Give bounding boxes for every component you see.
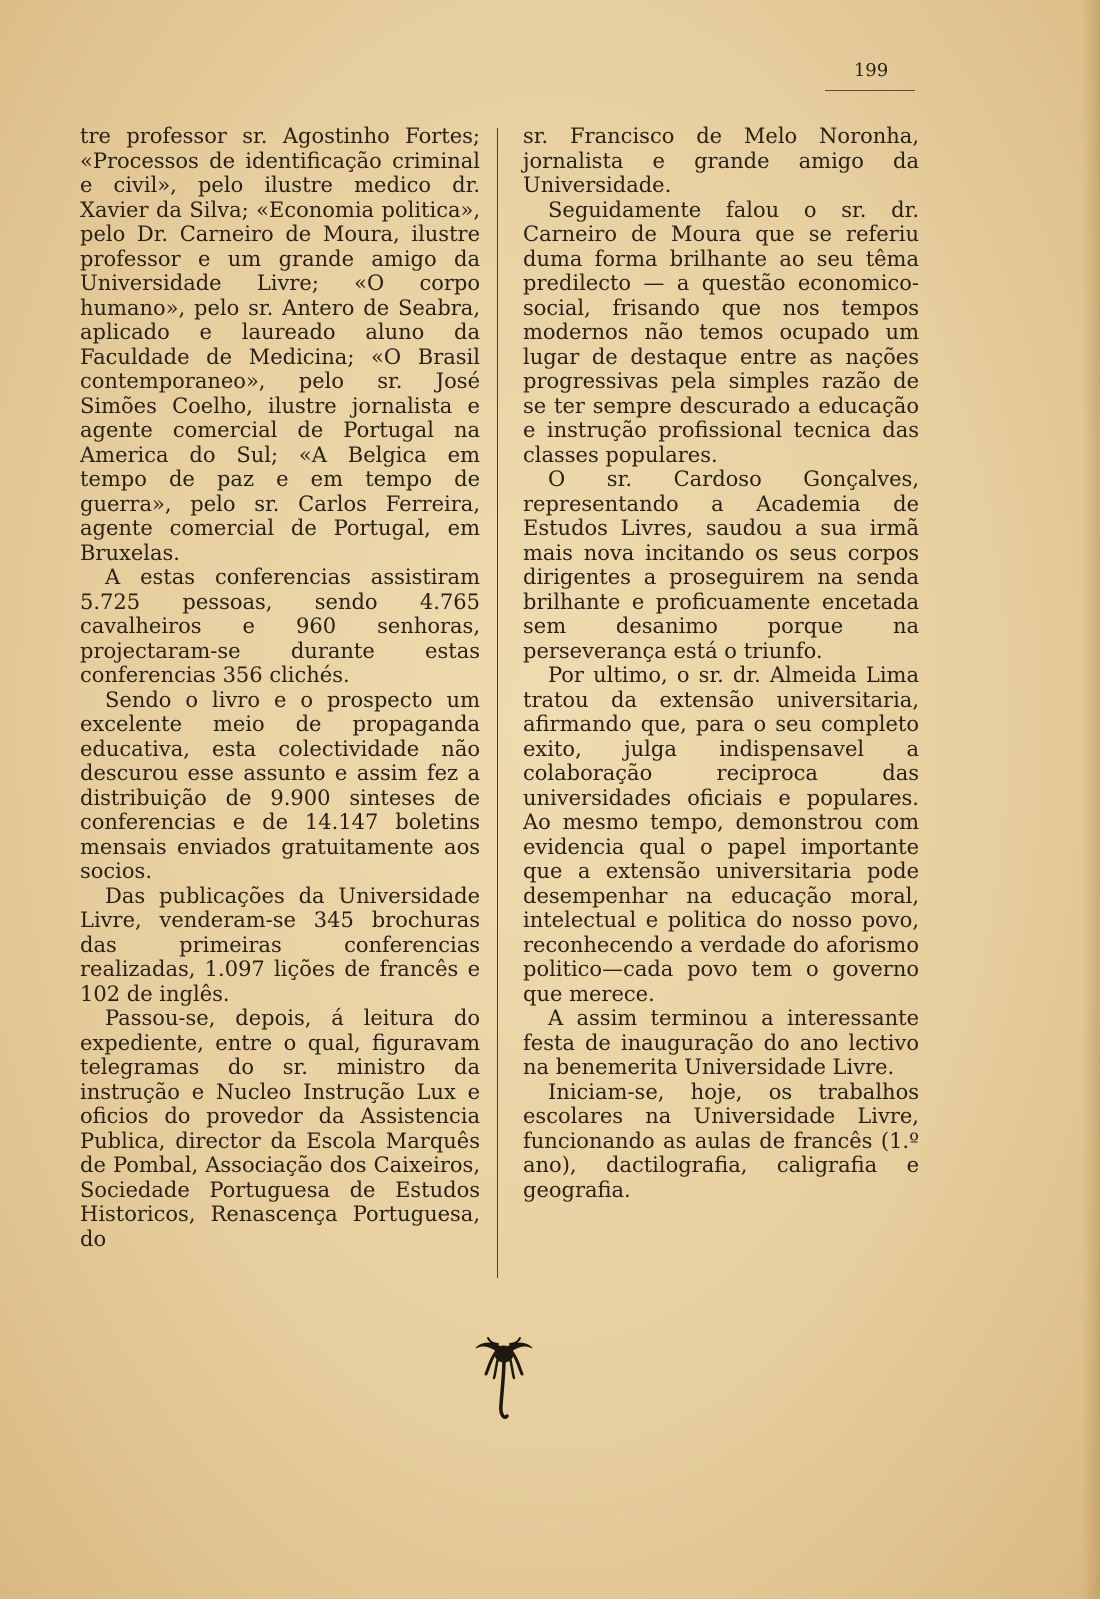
left-text-column [80,124,480,1251]
paragraph: Passou-se, depois, á leitura do expediente, entre o qual, figuravam telegramas do sr. ministro da instrução e Nucleo Instrução Lux e oficios do provedor da Assistencia Publica, director da Escola Marquês de Pombal, Associação dos Caixeiros, Sociedade Portuguesa de Estudos Historicos, Renascença Portuguesa, do [80,1006,480,1251]
paragraph: Seguidamente falou o sr. dr. Carneiro de Moura que se referiu duma forma brilhante ao seu têma predilecto — a questão economico-social, frisando que nos tempos modernos não temos ocupado um lugar de destaque entre as nações progressivas pela simples razão de se ter sempre descurado a educação e instrução profissional tecnica das classes populares. [523,197,919,467]
paragraph: A assim terminou a interessante festa de inauguração do ano lectivo na benemerita Universidade Livre. [523,1006,919,1079]
paragraph: sr. Francisco de Melo Noronha, jornalista e grande amigo da Universidade. [523,124,919,197]
page-number-rule [825,90,915,91]
paragraph: Das publicações da Universidade Livre, venderam-se 345 brochuras das primeiras conferencias realizadas, 1.097 lições de francês e 102 de inglês. [80,883,480,1006]
paragraph: A estas conferencias assistiram 5.725 pessoas, sendo 4.765 cavalheiros e 960 senhoras, projectaram-se durante estas conferencias 356 clichés. [80,565,480,687]
right-text-column [523,124,919,1202]
paragraph: Sendo o livro e o prospecto um excelente meio de propaganda educativa, esta colectividade não descurou esse assunto e assim fez a distribuição de 9.900 sinteses de conferencias e de 14.147 boletins mensais enviados gratuitamente aos socios. [80,687,480,883]
page-number: 199 [853,60,889,81]
paragraph: tre professor sr. Agostinho Fortes; «Processos de identificação criminal e civil», pelo ilustre medico dr. Xavier da Silva; «Economia politica», pelo Dr. Carneiro de Moura, ilustre professor e um grande amigo da Universidade Livre; «O corpo humano», pelo sr. Antero de Seabra, aplicado e laureado aluno da Faculdade de Medicina; «O Brasil contemporaneo», pelo sr. José Simões Coelho, ilustre jornalista e agente comercial de Portugal na America do Sul; «A Belgica em tempo de paz e em tempo de guerra», pelo sr. Carlos Ferreira, agente comercial de Portugal, em Bruxelas. [80,124,480,565]
paragraph: O sr. Cardoso Gonçalves, representando a Academia de Estudos Livres, saudou a sua irmã mais nova incitando os seus corpos dirigentes a proseguirem na senda brilhante e proficuamente encetada sem desanimo porque na perseverança está o triunfo. [523,467,919,663]
column-divider [497,128,498,1278]
paragraph: Iniciam-se, hoje, os trabalhos escolares na Universidade Livre, funcionando as aulas de francês (1.º ano), dactilografia, caligrafia e geografia. [523,1079,919,1202]
paragraph: Por ultimo, o sr. dr. Almeida Lima tratou da extensão universitaria, afirmando que, para o seu completo exito, julga indispensavel a colaboração reciproca das universidades oficiais e populares. Ao mesmo tempo, demonstrou com evidencia qual o papel importante que a extensão universitaria pode desempenhar na educação moral, intelectual e politica do nosso povo, reconhecendo a verdade do aforismo politico—cada povo tem o governo que merece. [523,663,919,1006]
page-edge-shadow [1082,0,1100,1599]
decorative-flourish-icon [474,1330,534,1422]
